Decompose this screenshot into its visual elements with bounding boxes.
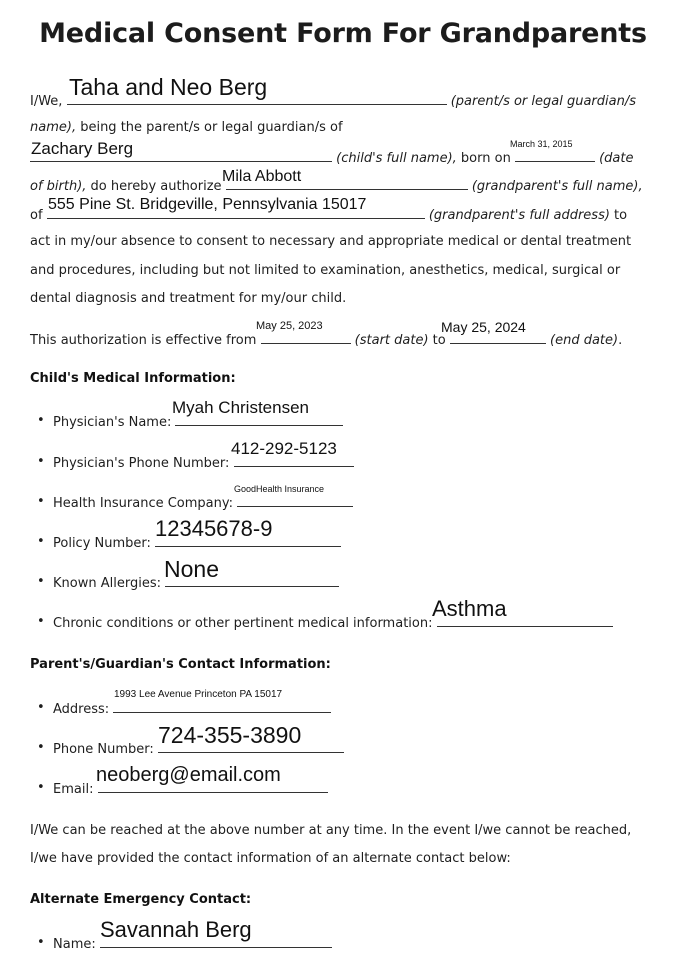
parent-email-value[interactable]: neoberg@email.com (96, 764, 281, 786)
to-label: to (428, 333, 450, 348)
contact-note-line: I/We can be reached at the above number at any time. In the event I/we cannot be reached, (30, 823, 632, 838)
parent-address-item (53, 700, 331, 717)
child-name-value[interactable]: Zachary Berg (31, 139, 134, 158)
chronic-conditions-value[interactable]: Asthma (432, 596, 507, 621)
grandparent-name-value[interactable]: Mila Abbott (222, 168, 302, 185)
physician-phone-value[interactable]: 412-292-5123 (231, 439, 337, 458)
effective-text: This authorization is effective from (30, 333, 257, 348)
effective-line (30, 331, 622, 348)
contact-info-heading: Parent's/Guardian's Contact Information: (30, 657, 331, 672)
end-date-value[interactable]: May 25, 2024 (441, 319, 526, 335)
policy-number-value[interactable]: 12345678-9 (155, 516, 273, 541)
item-label: Phone Number: (53, 742, 154, 757)
of-label: of (30, 208, 43, 223)
physician-name-value[interactable]: Myah Christensen (172, 398, 310, 417)
parent-phone-value[interactable]: 724-355-3890 (158, 722, 302, 748)
item-label: Physician's Name: (53, 415, 172, 430)
start-date-field[interactable] (261, 331, 351, 344)
grandparent-address-hint: (grandparent's full address) (428, 208, 610, 223)
alternate-contact-heading: Alternate Emergency Contact: (30, 892, 252, 907)
dob-hint-cont: of birth), (30, 179, 87, 194)
body-line: act in my/our absence to consent to necessary and appropriate medical or dental treatment (30, 234, 632, 249)
being-line (30, 120, 343, 135)
allergies-value[interactable]: None (164, 556, 219, 582)
item-label: Health Insurance Company: (53, 496, 234, 511)
item-label: Email: (53, 782, 94, 797)
insurance-value[interactable]: GoodHealth Insurance (234, 484, 325, 494)
dob-hint: (date (599, 151, 634, 166)
dob-value[interactable]: March 31, 2015 (510, 139, 573, 149)
parent-hint: (parent/s or legal guardian/s (450, 94, 637, 109)
body-line: and procedures, including but not limited to examination, anesthetics, medical, surgical or (30, 263, 621, 278)
born-on-text: born on (456, 151, 511, 166)
parent-address-field[interactable] (113, 700, 331, 713)
grandparent-address-value[interactable]: 555 Pine St. Bridgeville, Pennsylvania 15017 (48, 196, 367, 213)
authorize-text: do hereby authorize (86, 179, 222, 194)
insurance-field[interactable] (237, 494, 353, 507)
period: . (618, 333, 623, 348)
medical-info-heading: Child's Medical Information: (30, 371, 236, 386)
being-text: being the parent/s or legal guardian/s of (76, 120, 343, 135)
item-label: Name: (53, 937, 96, 952)
parent-address-value[interactable]: 1993 Lee Avenue Princeton PA 15017 (114, 689, 283, 700)
start-date-hint: (start date) (354, 333, 429, 348)
alternate-name-value[interactable]: Savannah Berg (100, 917, 252, 942)
item-label: Chronic conditions or other pertinent medical information: (53, 616, 433, 631)
item-label: Address: (53, 702, 110, 717)
grandparent-name-line (30, 177, 643, 194)
item-label: Known Allergies: (53, 576, 161, 591)
parent-names-value[interactable]: Taha and Neo Berg (69, 74, 268, 100)
insurance-item (53, 494, 353, 511)
page-title: Medical Consent Form For Grandparents (39, 18, 647, 49)
grandparent-name-hint: (grandparent's full name), (471, 179, 643, 194)
start-date-value[interactable]: May 25, 2023 (256, 320, 323, 332)
dob-field[interactable] (515, 149, 595, 162)
contact-note-line: I/we have provided the contact information of an alternate contact below: (30, 851, 511, 866)
body-line: dental diagnosis and treatment for my/our child. (30, 291, 347, 306)
item-label: Policy Number: (53, 536, 151, 551)
to-text: to (609, 208, 628, 223)
iwe-label: I/We, (30, 94, 63, 109)
child-hint: (child's full name), (336, 151, 457, 166)
end-date-hint: (end date) (550, 333, 619, 348)
item-label: Physician's Phone Number: (53, 456, 230, 471)
chronic-conditions-item (53, 614, 613, 631)
parent-hint-cont: name), (30, 120, 77, 135)
